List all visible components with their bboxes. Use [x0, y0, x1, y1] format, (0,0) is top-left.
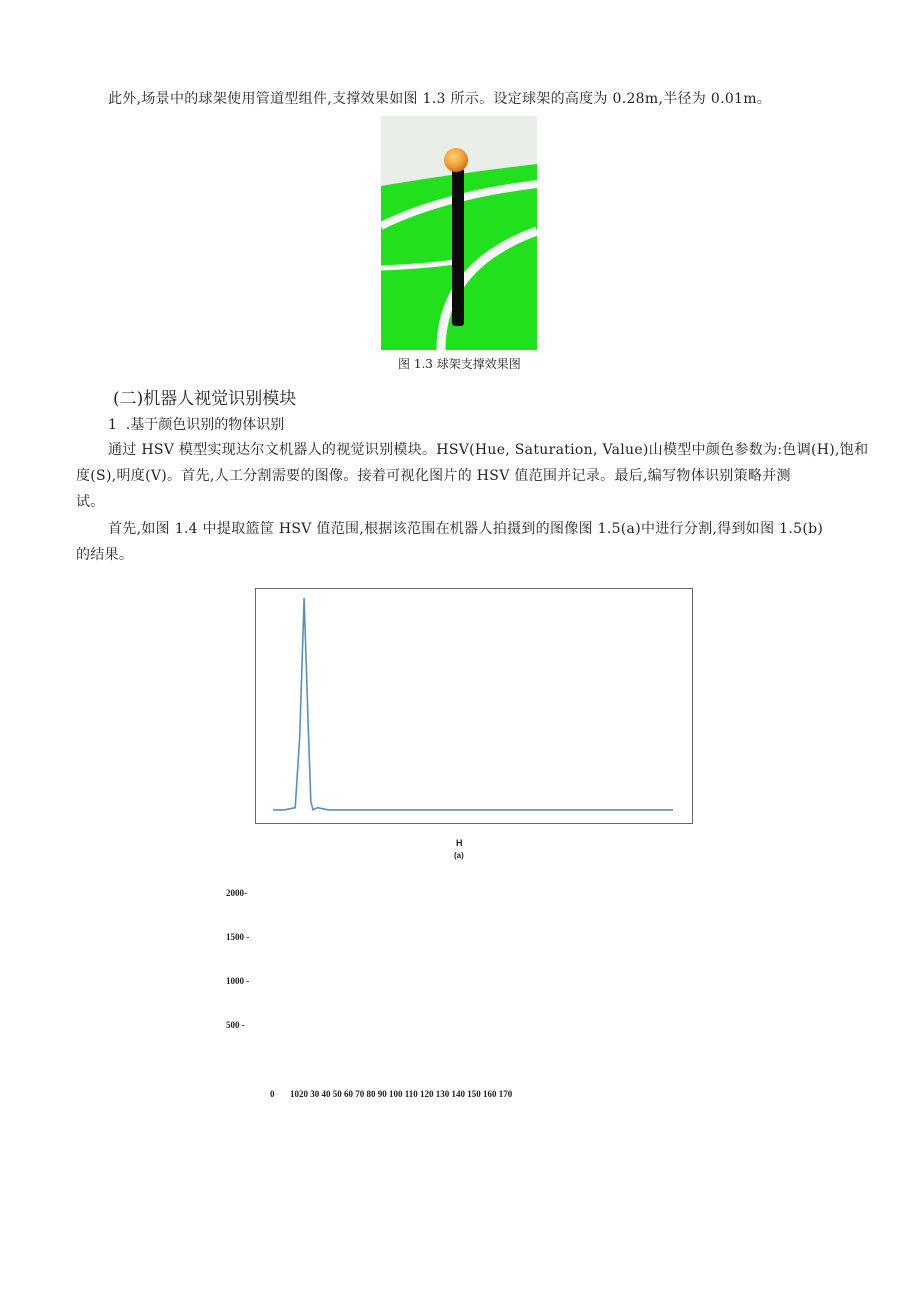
- chart-x-label: H: [456, 838, 463, 848]
- chart-subcaption: (a): [454, 851, 464, 860]
- y-tick-1500: 1500 -: [226, 932, 250, 942]
- method-paragraph-line-2: 的结果。: [76, 547, 134, 563]
- figure-caption: 图 1.3 球架支撑效果图: [398, 357, 521, 371]
- method-paragraph-line-1: 首先,如图 1.4 中提取篮筐 HSV 值范围,根据该范围在机器人拍摄到的图像图 1.5(a)中进行分割,得到如图 1.5(b): [108, 521, 824, 537]
- y-tick-1000: 1000 -: [226, 976, 250, 986]
- hsv-histogram-chart: [255, 588, 693, 825]
- hsv-paragraph-line-1: 通过 HSV 模型实现达尔文机器人的视觉识别模块。HSV(Hue, Saturation, Value)山模型中颜色参数为:色调(H),饱和: [108, 442, 869, 458]
- y-tick-2000: 2000-: [226, 888, 247, 898]
- ball-rack-figure: [381, 116, 537, 350]
- x-tick-labels: 1020 30 40 50 60 70 80 90 100 110 120 130 140 150 160 170: [290, 1089, 513, 1099]
- hsv-paragraph-line-3: 试。: [76, 494, 105, 510]
- support-pole: [452, 168, 464, 326]
- orange-ball: [444, 148, 468, 172]
- subsection-heading: 1 .基于颜色识别的物体识别: [108, 417, 285, 433]
- hsv-paragraph-line-2: 度(S),明度(V)。首先,人工分割需要的图像。接着可视化图片的 HSV 值范围并记录。最后,编写物体识别策略并测: [76, 468, 791, 484]
- chart-frame: [256, 589, 693, 824]
- intro-paragraph: 此外,场景中的球架使用管道型组件,支撑效果如图 1.3 所示。设定球架的高度为 0.28m,半径为 0.01m。: [108, 91, 772, 107]
- x-tick-zero: 0: [270, 1089, 275, 1099]
- y-tick-500: 500 -: [226, 1020, 245, 1030]
- section-heading: (二)机器人视觉识别模块: [113, 389, 297, 409]
